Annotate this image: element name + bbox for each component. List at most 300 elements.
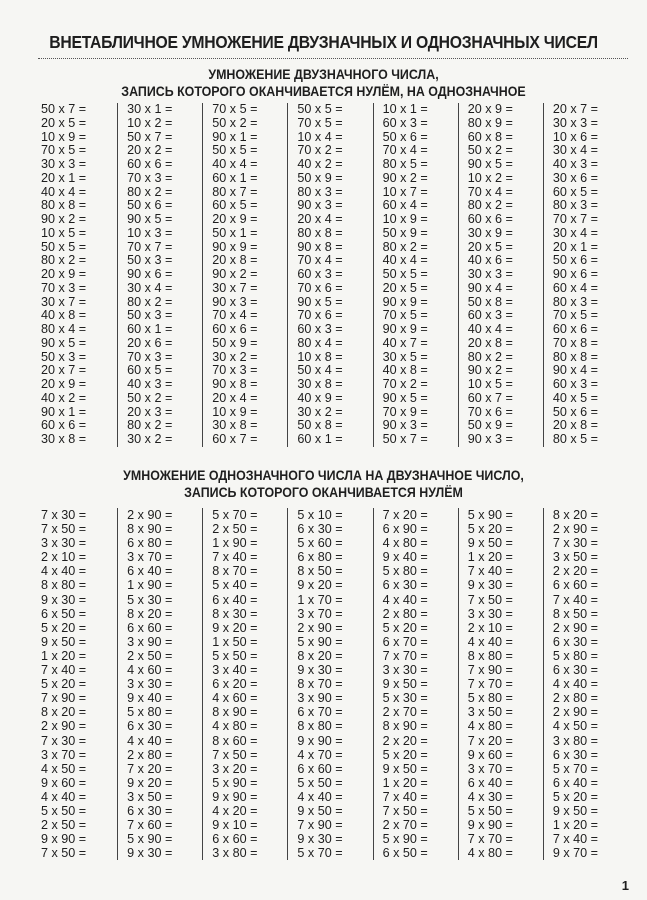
exercise-item: 4 x 20 = xyxy=(212,803,258,818)
exercise-item: 1 x 20 = xyxy=(552,818,599,833)
exercise-item: 5 x 30 = xyxy=(127,592,173,607)
exercise-item: 20 x 8 = xyxy=(212,253,258,268)
exercise-item: 5 x 20 = xyxy=(41,620,87,635)
exercise-column xyxy=(373,103,458,447)
exercise-item: 3 x 50 = xyxy=(552,550,599,565)
exercise-item: 7 x 20 = xyxy=(127,761,173,776)
exercise-item: 90 x 2 = xyxy=(382,170,428,185)
exercise-item: 2 x 90 = xyxy=(552,705,599,720)
exercise-item: 7 x 30 = xyxy=(552,536,599,551)
exercise-item: 30 x 9 = xyxy=(467,225,513,240)
exercise-item: 20 x 8 = xyxy=(467,335,513,350)
exercise-item: 90 x 9 = xyxy=(212,239,258,254)
exercise-item: 60 x 3 = xyxy=(382,115,428,130)
exercise-item: 9 x 50 = xyxy=(552,803,599,818)
exercise-item: 2 x 80 = xyxy=(127,747,173,762)
exercise-item: 6 x 50 = xyxy=(382,846,428,861)
exercise-item: 7 x 90 = xyxy=(297,818,343,833)
exercise-item: 7 x 40 = xyxy=(41,663,87,678)
exercise-item: 80 x 8 = xyxy=(41,198,87,213)
section2-grid xyxy=(32,508,628,860)
exercise-item: 90 x 3 = xyxy=(212,294,258,309)
exercise-item: 90 x 5 = xyxy=(467,157,513,171)
exercise-item: 6 x 30 = xyxy=(127,719,173,734)
exercise-item: 3 x 70 = xyxy=(467,761,513,776)
exercise-item: 1 x 70 = xyxy=(297,592,343,607)
exercise-item: 2 x 90 = xyxy=(297,620,343,635)
exercise-item: 8 x 30 = xyxy=(212,606,258,621)
exercise-item: 2 x 10 = xyxy=(41,550,87,565)
exercise-item: 20 x 9 = xyxy=(41,377,87,391)
exercise-item: 30 x 6 = xyxy=(552,170,599,185)
exercise-item: 80 x 3 = xyxy=(552,294,599,309)
exercise-item: 90 x 9 = xyxy=(382,294,428,309)
exercise-item: 9 x 50 = xyxy=(41,634,87,649)
exercise-item: 70 x 7 = xyxy=(127,239,173,254)
exercise-item: 60 x 4 = xyxy=(552,280,599,295)
exercise-item: 5 x 70 = xyxy=(212,508,258,522)
exercise-item: 9 x 20 = xyxy=(212,620,258,635)
exercise-item: 7 x 40 = xyxy=(552,832,599,847)
exercise-column xyxy=(287,103,372,447)
exercise-item: 50 x 3 = xyxy=(127,308,173,323)
exercise-item: 4 x 40 = xyxy=(41,564,87,579)
exercise-item: 90 x 2 = xyxy=(467,363,513,378)
exercise-item: 5 x 90 = xyxy=(212,775,258,790)
exercise-item: 50 x 6 = xyxy=(552,404,599,419)
exercise-item: 1 x 20 = xyxy=(467,550,513,565)
exercise-item: 5 x 20 = xyxy=(382,620,428,635)
exercise-item: 50 x 9 = xyxy=(467,418,513,433)
section2-heading-line2: ЗАПИСЬ КОТОРОГО ОКАНЧИВАЕТСЯ НУЛЁМ xyxy=(184,485,463,500)
exercise-item: 80 x 8 = xyxy=(552,349,599,364)
exercise-item: 30 x 8 = xyxy=(41,432,87,446)
exercise-item: 90 x 5 = xyxy=(382,390,428,405)
exercise-item: 20 x 5 = xyxy=(41,115,87,130)
exercise-item: 50 x 7 = xyxy=(127,129,173,144)
title-divider xyxy=(38,58,628,59)
exercise-item: 70 x 2 = xyxy=(297,143,343,158)
exercise-item: 70 x 9 = xyxy=(382,404,428,419)
exercise-item: 8 x 90 = xyxy=(382,719,428,734)
exercise-item: 1 x 20 = xyxy=(382,775,428,790)
exercise-item: 60 x 3 = xyxy=(467,308,513,323)
exercise-item: 40 x 6 = xyxy=(467,253,513,268)
exercise-item: 10 x 2 = xyxy=(467,170,513,185)
exercise-item: 40 x 9 = xyxy=(297,390,343,405)
exercise-item: 80 x 2 = xyxy=(127,184,173,199)
exercise-item: 50 x 6 = xyxy=(552,253,599,268)
page-number: 1 xyxy=(621,878,629,893)
exercise-item: 2 x 10 = xyxy=(467,620,513,635)
exercise-item: 8 x 60 = xyxy=(212,733,258,748)
exercise-item: 4 x 80 = xyxy=(467,846,513,861)
exercise-item: 6 x 60 = xyxy=(127,620,173,635)
exercise-item: 90 x 2 = xyxy=(212,267,258,281)
exercise-item: 6 x 80 = xyxy=(127,536,173,551)
exercise-item: 50 x 2 = xyxy=(467,143,513,158)
exercise-item: 9 x 70 = xyxy=(552,846,599,861)
exercise-item: 9 x 50 = xyxy=(467,536,513,551)
exercise-item: 70 x 2 = xyxy=(382,377,428,391)
exercise-item: 90 x 6 = xyxy=(552,267,599,281)
exercise-item: 70 x 6 = xyxy=(297,308,343,323)
exercise-item: 5 x 80 = xyxy=(467,691,513,706)
exercise-item: 4 x 60 = xyxy=(212,691,258,706)
exercise-item: 70 x 5 = xyxy=(297,115,343,130)
exercise-item: 9 x 30 = xyxy=(41,592,87,607)
exercise-item: 7 x 40 = xyxy=(552,592,599,607)
exercise-item: 4 x 80 = xyxy=(467,719,513,734)
exercise-item: 9 x 90 = xyxy=(41,832,87,847)
exercise-item: 60 x 5 = xyxy=(212,198,258,213)
exercise-item: 3 x 30 = xyxy=(467,606,513,621)
exercise-item: 80 x 2 = xyxy=(382,239,428,254)
exercise-item: 80 x 5 = xyxy=(382,157,428,171)
exercise-item: 7 x 50 = xyxy=(212,747,258,762)
exercise-item: 8 x 70 = xyxy=(297,677,343,692)
exercise-item: 10 x 2 = xyxy=(127,115,173,130)
exercise-item: 70 x 6 = xyxy=(467,404,513,419)
exercise-item: 2 x 90 = xyxy=(41,719,87,734)
exercise-item: 80 x 9 = xyxy=(467,115,513,130)
exercise-item: 70 x 4 = xyxy=(467,184,513,199)
exercise-item: 4 x 80 = xyxy=(382,536,428,551)
exercise-item: 10 x 3 = xyxy=(127,225,173,240)
exercise-item: 80 x 8 = xyxy=(297,225,343,240)
exercise-item: 5 x 60 = xyxy=(297,536,343,551)
exercise-item: 2 x 50 = xyxy=(41,818,87,833)
exercise-item: 6 x 40 = xyxy=(552,775,599,790)
exercise-item: 3 x 30 = xyxy=(127,677,173,692)
exercise-item: 5 x 10 = xyxy=(297,508,343,522)
exercise-item: 1 x 50 = xyxy=(212,634,258,649)
exercise-item: 90 x 2 = xyxy=(41,212,87,226)
exercise-item: 10 x 4 = xyxy=(297,129,343,144)
exercise-item: 50 x 6 = xyxy=(127,198,173,213)
exercise-column xyxy=(458,508,543,860)
exercise-item: 5 x 40 = xyxy=(212,578,258,593)
exercise-item: 70 x 5 = xyxy=(382,308,428,323)
exercise-item: 50 x 5 = xyxy=(41,239,87,254)
exercise-item: 6 x 50 = xyxy=(41,606,87,621)
exercise-item: 40 x 2 = xyxy=(297,157,343,171)
exercise-item: 30 x 2 = xyxy=(127,432,173,446)
exercise-item: 40 x 4 = xyxy=(382,253,428,268)
exercise-item: 3 x 40 = xyxy=(212,663,258,678)
exercise-item: 70 x 4 = xyxy=(212,308,258,323)
exercise-item: 70 x 6 = xyxy=(297,280,343,295)
exercise-item: 70 x 3 = xyxy=(212,363,258,378)
exercise-item: 70 x 4 = xyxy=(297,253,343,268)
exercise-item: 50 x 7 = xyxy=(41,102,87,116)
exercise-item: 30 x 5 = xyxy=(382,349,428,364)
exercise-item: 80 x 3 = xyxy=(552,198,599,213)
page-title: ВНЕТАБЛИЧНОЕ УМНОЖЕНИЕ ДВУЗНАЧНЫХ И ОДНОЗНАЧНЫХ ЧИСЕЛ xyxy=(49,32,598,52)
exercise-item: 20 x 4 = xyxy=(297,212,343,226)
exercise-item: 20 x 9 = xyxy=(467,102,513,116)
exercise-item: 7 x 40 = xyxy=(212,550,258,565)
exercise-item: 50 x 4 = xyxy=(297,363,343,378)
exercise-item: 60 x 7 = xyxy=(212,432,258,446)
exercise-item: 80 x 2 = xyxy=(127,294,173,309)
exercise-item: 50 x 8 = xyxy=(297,418,343,433)
exercise-item: 9 x 90 = xyxy=(212,789,258,804)
exercise-item: 60 x 1 = xyxy=(127,322,173,336)
exercise-item: 2 x 80 = xyxy=(552,691,599,706)
exercise-item: 8 x 80 = xyxy=(467,648,513,663)
exercise-item: 7 x 40 = xyxy=(467,564,513,579)
exercise-item: 20 x 7 = xyxy=(552,102,599,116)
exercise-item: 10 x 8 = xyxy=(297,349,343,364)
exercise-item: 7 x 50 = xyxy=(41,846,87,861)
exercise-item: 50 x 9 = xyxy=(382,225,428,240)
exercise-item: 70 x 5 = xyxy=(41,143,87,158)
exercise-item: 50 x 5 = xyxy=(382,267,428,281)
exercise-item: 9 x 20 = xyxy=(127,775,173,790)
exercise-item: 30 x 2 = xyxy=(212,349,258,364)
exercise-column xyxy=(117,103,202,447)
exercise-item: 10 x 9 = xyxy=(382,212,428,226)
exercise-item: 6 x 40 = xyxy=(127,564,173,579)
exercise-item: 90 x 8 = xyxy=(212,377,258,391)
exercise-item: 8 x 50 = xyxy=(552,606,599,621)
exercise-item: 90 x 3 = xyxy=(297,198,343,213)
exercise-item: 40 x 4 = xyxy=(212,157,258,171)
exercise-item: 6 x 70 = xyxy=(382,634,428,649)
exercise-column xyxy=(458,103,543,447)
exercise-item: 6 x 90 = xyxy=(382,522,428,537)
exercise-item: 20 x 9 = xyxy=(212,212,258,226)
exercise-item: 30 x 4 = xyxy=(127,280,173,295)
exercise-item: 70 x 5 = xyxy=(552,308,599,323)
exercise-item: 5 x 50 = xyxy=(297,775,343,790)
exercise-column xyxy=(32,508,117,860)
exercise-item: 80 x 7 = xyxy=(212,184,258,199)
exercise-item: 6 x 60 = xyxy=(297,761,343,776)
exercise-item: 20 x 2 = xyxy=(127,143,173,158)
exercise-item: 20 x 1 = xyxy=(552,239,599,254)
exercise-item: 10 x 7 = xyxy=(382,184,428,199)
exercise-item: 6 x 30 = xyxy=(552,634,599,649)
exercise-item: 20 x 7 = xyxy=(41,363,87,378)
exercise-item: 8 x 20 = xyxy=(41,705,87,720)
exercise-column xyxy=(373,508,458,860)
exercise-column xyxy=(202,508,287,860)
section1-heading-line1: УМНОЖЕНИЕ ДВУЗНАЧНОГО ЧИСЛА, xyxy=(208,67,439,82)
exercise-item: 20 x 8 = xyxy=(552,418,599,433)
exercise-item: 4 x 80 = xyxy=(212,719,258,734)
exercise-item: 4 x 40 = xyxy=(552,677,599,692)
exercise-item: 2 x 90 = xyxy=(552,522,599,537)
exercise-item: 80 x 2 = xyxy=(41,253,87,268)
exercise-item: 6 x 40 = xyxy=(212,592,258,607)
exercise-item: 40 x 4 = xyxy=(467,322,513,336)
exercise-item: 50 x 6 = xyxy=(382,129,428,144)
exercise-item: 90 x 5 = xyxy=(41,335,87,350)
exercise-item: 3 x 30 = xyxy=(382,663,428,678)
exercise-item: 60 x 3 = xyxy=(552,377,599,391)
exercise-item: 4 x 50 = xyxy=(41,761,87,776)
exercise-item: 50 x 5 = xyxy=(297,102,343,116)
exercise-item: 50 x 3 = xyxy=(127,253,173,268)
exercise-item: 5 x 90 = xyxy=(382,832,428,847)
exercise-item: 4 x 40 = xyxy=(382,592,428,607)
exercise-item: 8 x 80 = xyxy=(297,719,343,734)
exercise-item: 10 x 5 = xyxy=(41,225,87,240)
exercise-item: 6 x 80 = xyxy=(297,550,343,565)
exercise-item: 10 x 5 = xyxy=(467,377,513,391)
exercise-item: 1 x 90 = xyxy=(127,578,173,593)
exercise-item: 40 x 8 = xyxy=(382,363,428,378)
exercise-item: 5 x 50 = xyxy=(467,803,513,818)
exercise-item: 6 x 30 = xyxy=(127,803,173,818)
exercise-item: 90 x 4 = xyxy=(552,363,599,378)
exercise-item: 60 x 7 = xyxy=(467,390,513,405)
exercise-item: 50 x 5 = xyxy=(212,143,258,158)
exercise-item: 9 x 30 = xyxy=(127,846,173,861)
section2-heading xyxy=(26,467,621,501)
section2-heading-line1: УМНОЖЕНИЕ ОДНОЗНАЧНОГО ЧИСЛА НА ДВУЗНАЧНОЕ ЧИСЛО, xyxy=(123,468,524,483)
exercise-item: 7 x 40 = xyxy=(382,789,428,804)
exercise-item: 80 x 2 = xyxy=(467,349,513,364)
exercise-item: 20 x 5 = xyxy=(467,239,513,254)
exercise-column xyxy=(32,103,117,447)
exercise-item: 2 x 50 = xyxy=(212,522,258,537)
exercise-item: 40 x 2 = xyxy=(41,390,87,405)
exercise-item: 8 x 70 = xyxy=(212,564,258,579)
exercise-item: 6 x 30 = xyxy=(382,578,428,593)
exercise-item: 3 x 70 = xyxy=(127,550,173,565)
exercise-item: 30 x 2 = xyxy=(297,404,343,419)
exercise-item: 90 x 3 = xyxy=(467,432,513,446)
exercise-item: 3 x 70 = xyxy=(41,747,87,762)
section1-heading-line2: ЗАПИСЬ КОТОРОГО ОКАНЧИВАЕТСЯ НУЛЁМ, НА ОДНОЗНАЧНОЕ xyxy=(121,84,526,99)
exercise-item: 9 x 50 = xyxy=(297,803,343,818)
exercise-item: 60 x 1 = xyxy=(212,170,258,185)
exercise-item: 2 x 90 = xyxy=(127,508,173,522)
exercise-column xyxy=(287,508,372,860)
exercise-item: 5 x 90 = xyxy=(467,508,513,522)
exercise-item: 80 x 3 = xyxy=(297,184,343,199)
exercise-item: 60 x 6 = xyxy=(212,322,258,336)
exercise-item: 60 x 8 = xyxy=(467,129,513,144)
exercise-item: 4 x 40 = xyxy=(467,634,513,649)
exercise-item: 9 x 90 = xyxy=(297,733,343,748)
exercise-item: 90 x 4 = xyxy=(467,280,513,295)
exercise-item: 8 x 20 = xyxy=(552,508,599,522)
exercise-item: 9 x 60 = xyxy=(41,775,87,790)
exercise-item: 7 x 20 = xyxy=(382,508,428,522)
exercise-item: 30 x 7 = xyxy=(212,280,258,295)
exercise-item: 2 x 20 = xyxy=(382,733,428,748)
exercise-item: 9 x 30 = xyxy=(297,663,343,678)
exercise-item: 7 x 30 = xyxy=(41,508,87,522)
exercise-item: 5 x 50 = xyxy=(41,803,87,818)
exercise-column xyxy=(543,508,628,860)
exercise-item: 10 x 9 = xyxy=(41,129,87,144)
exercise-item: 6 x 40 = xyxy=(467,775,513,790)
exercise-item: 90 x 5 = xyxy=(127,212,173,226)
exercise-item: 20 x 5 = xyxy=(382,280,428,295)
exercise-item: 30 x 8 = xyxy=(297,377,343,391)
exercise-item: 5 x 90 = xyxy=(127,832,173,847)
exercise-item: 7 x 60 = xyxy=(127,818,173,833)
exercise-item: 50 x 8 = xyxy=(467,294,513,309)
exercise-item: 4 x 30 = xyxy=(467,789,513,804)
exercise-item: 6 x 30 = xyxy=(552,663,599,678)
exercise-item: 9 x 30 = xyxy=(467,578,513,593)
exercise-item: 3 x 50 = xyxy=(127,789,173,804)
exercise-item: 90 x 3 = xyxy=(382,418,428,433)
exercise-item: 60 x 4 = xyxy=(382,198,428,213)
exercise-item: 20 x 4 = xyxy=(212,390,258,405)
exercise-item: 9 x 90 = xyxy=(467,818,513,833)
exercise-item: 60 x 6 = xyxy=(41,418,87,433)
exercise-item: 90 x 1 = xyxy=(212,129,258,144)
exercise-item: 80 x 2 = xyxy=(467,198,513,213)
exercise-item: 50 x 9 = xyxy=(297,170,343,185)
exercise-item: 4 x 40 = xyxy=(297,789,343,804)
exercise-item: 5 x 90 = xyxy=(297,634,343,649)
exercise-item: 20 x 6 = xyxy=(127,335,173,350)
exercise-item: 7 x 90 = xyxy=(41,691,87,706)
exercise-item: 6 x 30 = xyxy=(297,522,343,537)
exercise-item: 30 x 8 = xyxy=(212,418,258,433)
exercise-item: 30 x 3 = xyxy=(467,267,513,281)
exercise-item: 2 x 70 = xyxy=(382,818,428,833)
exercise-item: 1 x 90 = xyxy=(212,536,258,551)
exercise-item: 30 x 4 = xyxy=(552,143,599,158)
exercise-item: 8 x 20 = xyxy=(297,648,343,663)
exercise-item: 9 x 50 = xyxy=(382,677,428,692)
exercise-item: 60 x 3 = xyxy=(297,322,343,336)
exercise-item: 50 x 1 = xyxy=(212,225,258,240)
exercise-item: 40 x 3 = xyxy=(552,157,599,171)
exercise-item: 3 x 90 = xyxy=(297,691,343,706)
exercise-item: 7 x 70 = xyxy=(467,832,513,847)
exercise-item: 50 x 9 = xyxy=(212,335,258,350)
exercise-item: 90 x 8 = xyxy=(297,239,343,254)
exercise-item: 70 x 8 = xyxy=(552,335,599,350)
exercise-item: 9 x 60 = xyxy=(467,747,513,762)
exercise-column xyxy=(543,103,628,447)
exercise-item: 60 x 6 = xyxy=(127,157,173,171)
exercise-item: 90 x 5 = xyxy=(297,294,343,309)
exercise-item: 80 x 5 = xyxy=(552,432,599,446)
exercise-item: 1 x 20 = xyxy=(41,648,87,663)
exercise-item: 5 x 20 = xyxy=(41,677,87,692)
exercise-item: 20 x 1 = xyxy=(41,170,87,185)
exercise-item: 4 x 40 = xyxy=(41,789,87,804)
exercise-item: 6 x 70 = xyxy=(297,705,343,720)
exercise-item: 80 x 4 = xyxy=(297,335,343,350)
exercise-item: 7 x 50 = xyxy=(467,592,513,607)
exercise-item: 8 x 90 = xyxy=(127,522,173,537)
exercise-item: 70 x 5 = xyxy=(212,102,258,116)
exercise-item: 9 x 20 = xyxy=(297,578,343,593)
exercise-item: 6 x 60 = xyxy=(212,832,258,847)
exercise-item: 90 x 9 = xyxy=(382,322,428,336)
exercise-item: 20 x 3 = xyxy=(127,404,173,419)
exercise-item: 60 x 1 = xyxy=(297,432,343,446)
exercise-item: 2 x 50 = xyxy=(127,648,173,663)
exercise-item: 7 x 50 = xyxy=(41,522,87,537)
exercise-item: 7 x 70 = xyxy=(382,648,428,663)
exercise-item: 30 x 1 = xyxy=(127,102,173,116)
exercise-item: 90 x 6 = xyxy=(127,267,173,281)
exercise-item: 50 x 3 = xyxy=(41,349,87,364)
